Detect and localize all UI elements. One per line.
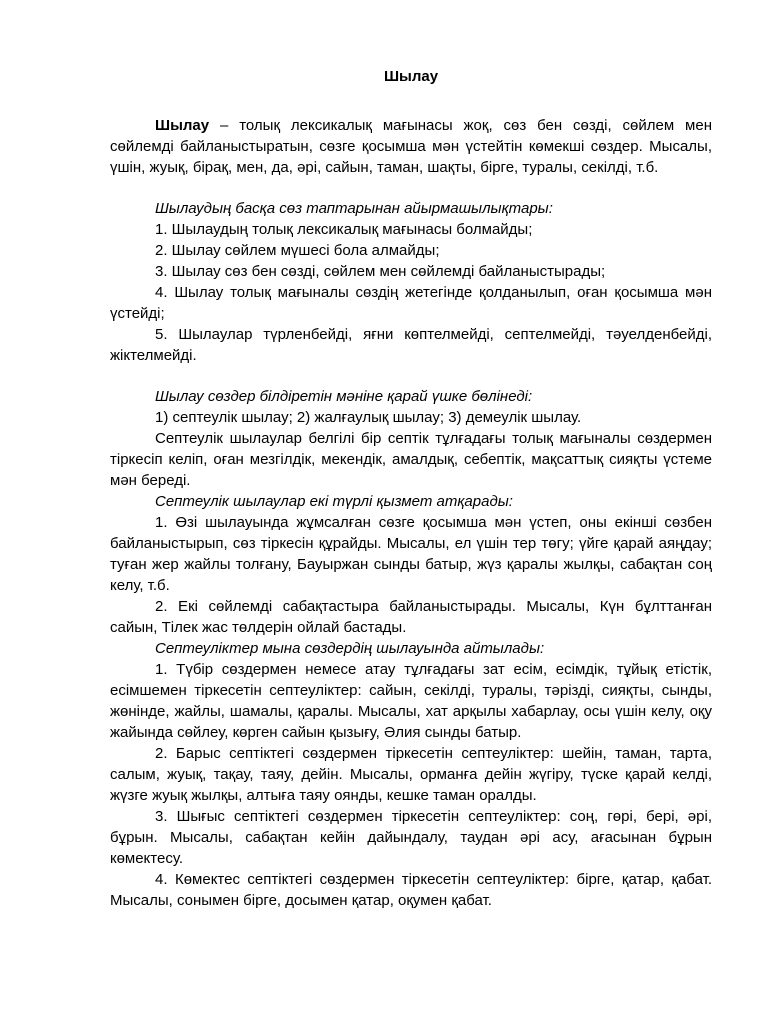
- differences-item: 1. Шылаудың толық лексикалық мағынасы болмайды;: [155, 221, 533, 238]
- postpositions-item: 2. Барыс септіктегі сөздермен тіркесетін септеуліктер: шейін, таман, тарта, салым, жуық, тақау, таяу, дейін. Мысалы, орманға дейін жүгіру, түске қарай келді, жүзге жуық жылқы, алтыға таяу оянды, кешке таман оралды.: [110, 745, 712, 804]
- definition-paragraph: [110, 115, 712, 178]
- differences-item: 4. Шылау толық мағыналы сөздің жетегінде қолданылып, оған қосымша мән үстейді;: [110, 284, 712, 322]
- page-title: Шылау: [383, 68, 439, 85]
- classification-heading: Шылау сөздер білдіретін мәніне қарай үшке бөлінеді:: [155, 388, 533, 405]
- definition-term: Шылау: [155, 117, 210, 134]
- classification-list: 1) септеулік шылау; 2) жалғаулық шылау; 3) демеулік шылау.: [155, 409, 582, 426]
- functions-heading: Септеулік шылаулар екі түрлі қызмет атқарады:: [155, 493, 513, 510]
- differences-heading: Шылаудың басқа сөз таптарынан айырмашылықтары:: [155, 200, 553, 217]
- postpositions-item: 3. Шығыс септіктегі сөздермен тіркесетін септеуліктер: соң, гөрі, бері, әрі, бұрын. Мысалы, сабақтан кейін дайындалу, таудан әрі асу, ағасынан бұрын көмектесу.: [110, 808, 712, 867]
- differences-item: 3. Шылау сөз бен сөзді, сөйлем мен сөйлемді байланыстырады;: [155, 263, 606, 280]
- differences-item: 2. Шылау сөйлем мүшесі бола алмайды;: [155, 242, 440, 259]
- postpositions-item: 4. Көмектес септіктегі сөздермен тіркесетін септеуліктер: бірге, қатар, қабат. Мысалы, сонымен бірге, досымен қатар, оқумен қабат.: [110, 871, 712, 909]
- postpositions-item: 1. Түбір сөздермен немесе атау тұлғадағы зат есім, есімдік, тұйық етістік, есімшемен тіркесетін септеуліктер: сайын, секілді, туралы, тәрізді, сияқты, сынды, жөнінде, жайлы, шамалы, қаралы. Мысалы, хат арқылы хабарлау, осы үшін келу, оқу жайында сөйлеу, көрген сайын қызығу, Әлия сынды батыр.: [110, 661, 712, 741]
- postpositions-heading: Септеуліктер мына сөздердің шылауында айтылады:: [155, 640, 545, 657]
- functions-item: 1. Өзі шылауында жұмсалған сөзге қосымша мән үстеп, оны екінші сөзбен байланыстырып, сөз тіркесін құрайды. Мысалы, ел үшін тер төгу; үйге қарай аяңдау; туған жер жайлы толғану, Бауыржан сынды батыр, жүз қаралы жылқы, сабақтан соң келу, т.б.: [110, 514, 712, 594]
- differences-item: 5. Шылаулар түрленбейді, яғни көптелмейді, септелмейді, тәуелденбейді, жіктелмейді.: [110, 326, 712, 364]
- classification-paragraph: Септеулік шылаулар белгілі бір септік тұлғадағы толық мағыналы сөздермен тіркесіп келіп, оған мезгілдік, мекендік, амалдық, себептік, мақсаттық сияқты үстеме мән береді.: [110, 430, 712, 489]
- definition-text: – толық лексикалық мағынасы жоқ, сөз бен сөзді, сөйлем мен сөйлемді байланыстыратын, сөзге қосымша мән үстейтін көмекші сөздер. Мысалы, үшін, жуық, бірақ, мен, да, әрі, сайын, таман, шақты, бірге, туралы, секілді, т.б.: [110, 117, 712, 176]
- functions-item: 2. Екі сөйлемді сабақтастыра байланыстырады. Мысалы, Күн бұлттанған сайын, Тілек жас төлдерін ойлай бастады.: [110, 598, 712, 636]
